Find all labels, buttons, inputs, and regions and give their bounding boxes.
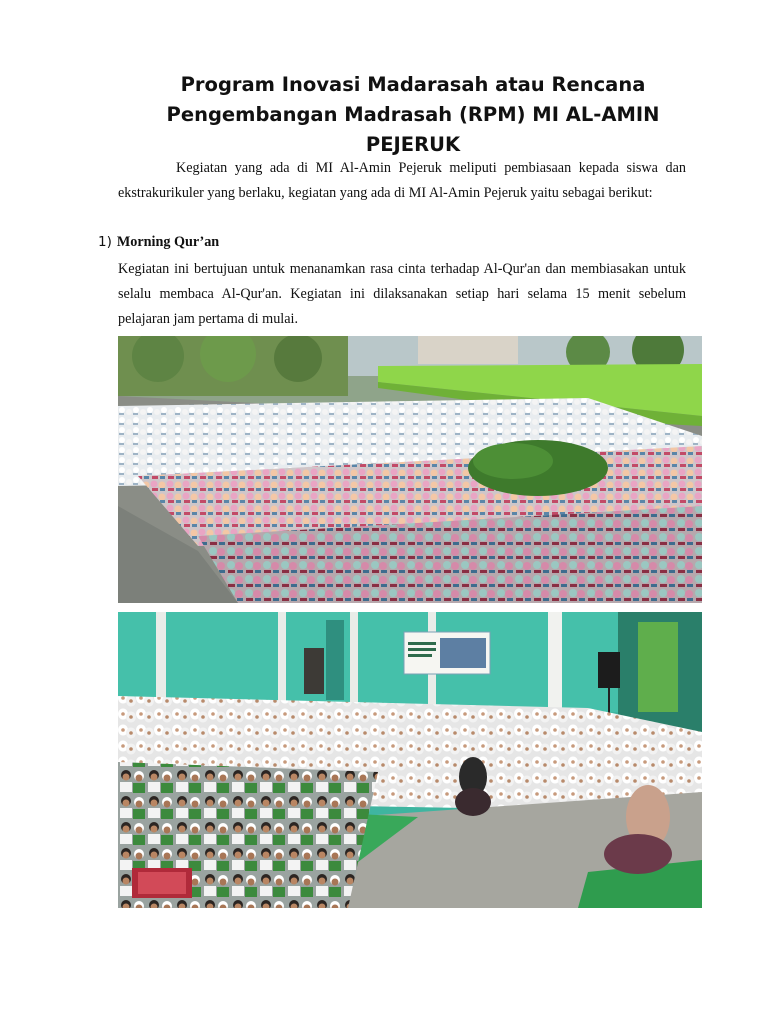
section-number: 1) [98, 234, 112, 250]
section-title: Morning Qur’an [116, 234, 220, 250]
section-heading [98, 230, 219, 255]
document-title: Program Inovasi Madarasah atau Rencana Pengembangan Madrasah (RPM) MI AL-AMIN PEJERUK [166, 73, 660, 156]
courtyard-gathering-photo [118, 336, 702, 603]
section-body: Kegiatan ini bertujuan untuk menanamkan rasa cinta terhadap Al-Qur'an dan membiasakan untuk selalu membaca Al-Qur'an. Kegiatan ini dilaksanakan setiap hari selama 15 menit sebelum pelajaran jam pertama di mulai. [118, 261, 686, 327]
intro-paragraph: Kegiatan yang ada di MI Al-Amin Pejeruk meliputi pembiasaan kepada siswa dan ekstrakurikuler yang berlaku, kegiatan yang ada di MI Al-Amin Pejeruk yaitu sebagai berikut: [118, 160, 686, 201]
hall-gathering-photo [118, 612, 702, 908]
